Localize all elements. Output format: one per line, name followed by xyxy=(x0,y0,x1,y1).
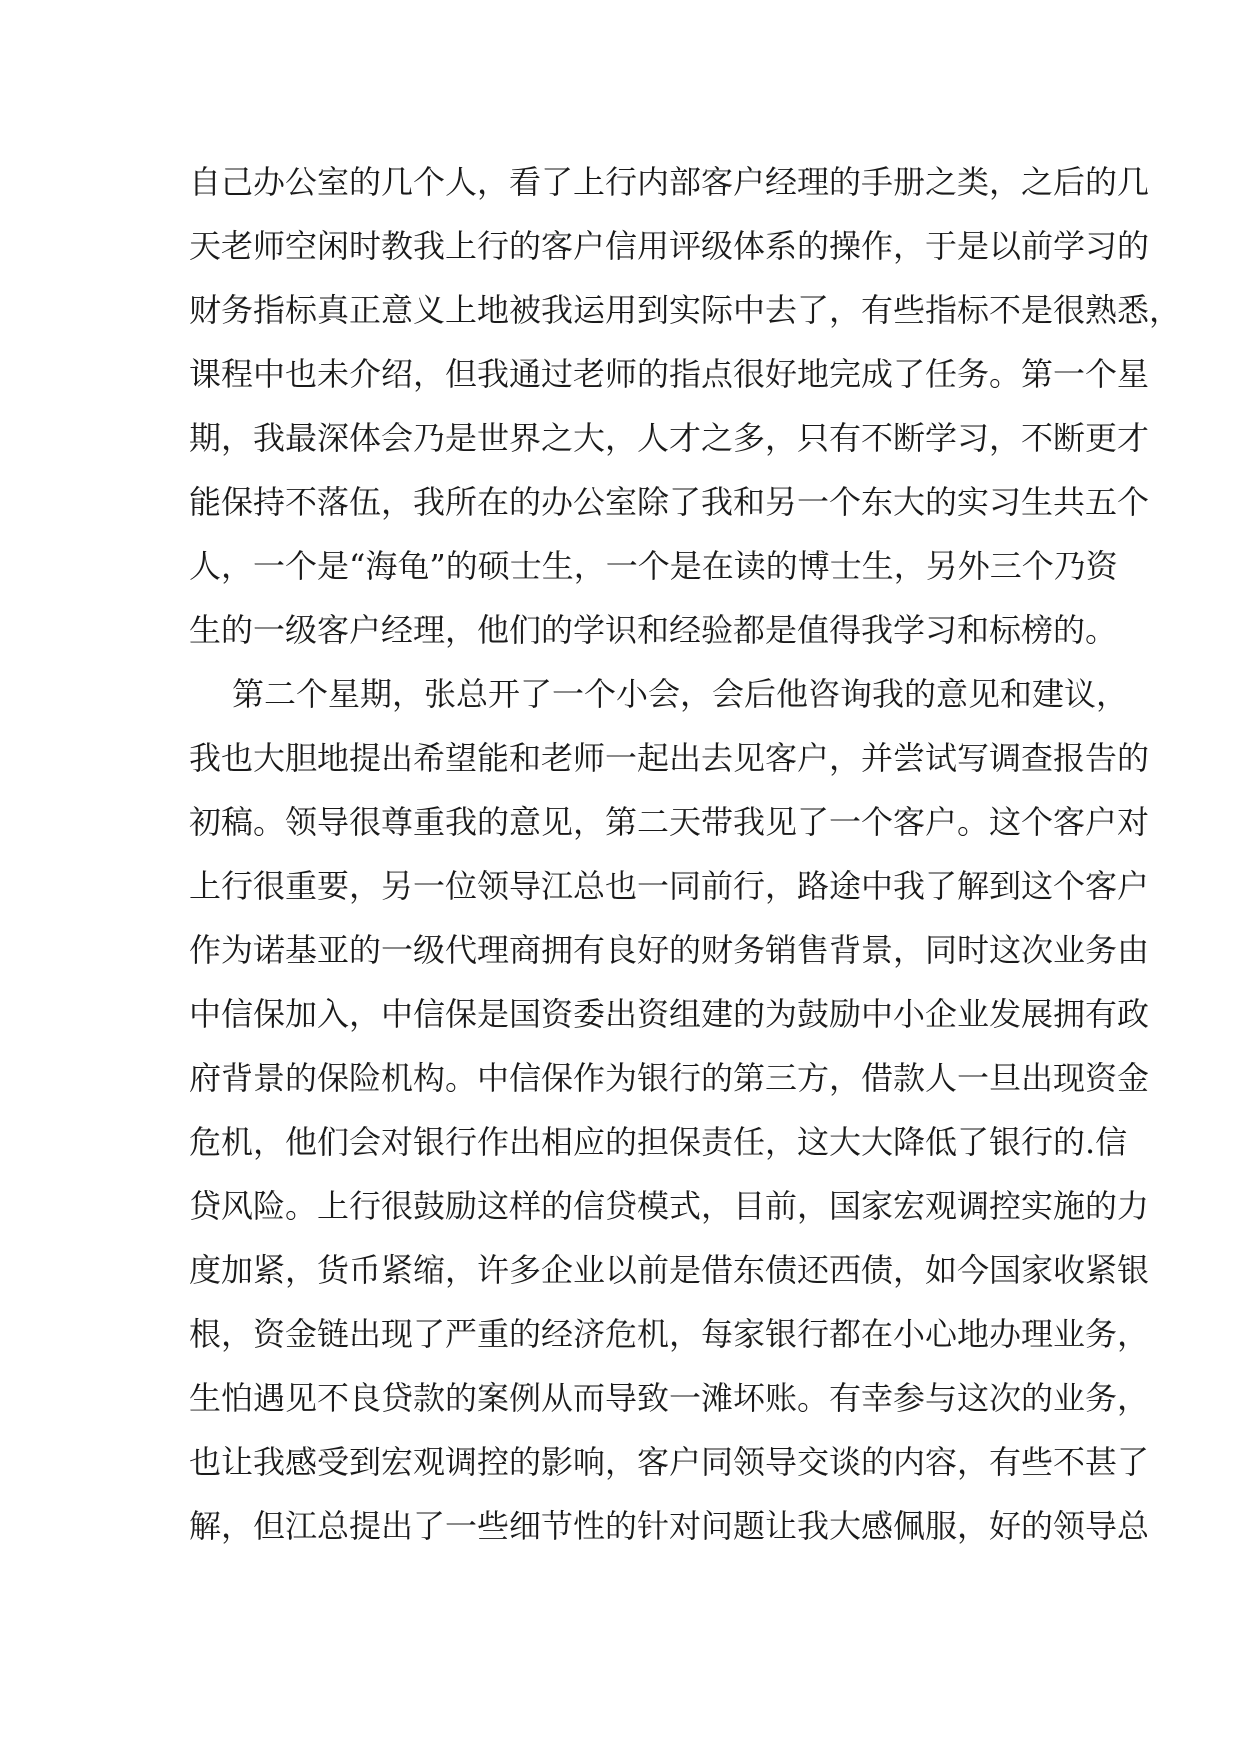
text-line: 我也大胆地提出希望能和老师一起出去见客户，并尝试写调查报告的 xyxy=(189,739,1150,777)
text-line: 财务指标真正意义上地被我运用到实际中去了，有些指标不是很熟悉， xyxy=(189,291,1182,329)
text-line: 也让我感受到宏观调控的影响，客户同领导交谈的内容，有些不甚了 xyxy=(189,1443,1150,1481)
text-line: 自己办公室的几个人，看了上行内部客户经理的手册之类，之后的几 xyxy=(189,163,1150,201)
text-line: 度加紧，货币紧缩，许多企业以前是借东债还西债，如今国家收紧银 xyxy=(189,1251,1150,1289)
document-page xyxy=(189,150,1182,1558)
text-line: 贷风险。上行很鼓励这样的信贷模式，目前，国家宏观调控实施的力 xyxy=(189,1187,1150,1225)
text-line: 上行很重要，另一位领导江总也一同前行，路途中我了解到这个客户 xyxy=(189,867,1150,905)
text-line: 解，但江总提出了一些细节性的针对问题让我大感佩服，好的领导总 xyxy=(189,1507,1150,1545)
paragraph-2 xyxy=(189,662,1150,1558)
text-line: 第二个星期，张总开了一个小会，会后他咨询我的意见和建议， xyxy=(232,675,1129,713)
text-line: 天老师空闲时教我上行的客户信用评级体系的操作，于是以前学习的 xyxy=(189,227,1150,265)
text-line: 中信保加入，中信保是国资委出资组建的为鼓励中小企业发展拥有政 xyxy=(189,995,1150,1033)
text-line: 期，我最深体会乃是世界之大，人才之多，只有不断学习，不断更才 xyxy=(189,419,1150,457)
text-line: 危机，他们会对银行作出相应的担保责任，这大大降低了银行的.信 xyxy=(189,1123,1128,1161)
text-line: 生的一级客户经理，他们的学识和经验都是值得我学习和标榜的。 xyxy=(189,611,1118,649)
text-line: 生怕遇见不良贷款的案例从而导致一滩坏账。有幸参与这次的业务， xyxy=(189,1379,1150,1417)
text-line: 作为诺基亚的一级代理商拥有良好的财务销售背景，同时这次业务由 xyxy=(189,931,1150,969)
text-line: 人，一个是“海龟”的硕士生，一个是在读的博士生，另外三个乃资 xyxy=(189,547,1118,585)
text-line: 府背景的保险机构。中信保作为银行的第三方，借款人一旦出现资金 xyxy=(189,1059,1150,1097)
text-line: 课程中也未介绍，但我通过老师的指点很好地完成了任务。第一个星 xyxy=(189,355,1150,393)
text-line: 初稿。领导很尊重我的意见，第二天带我见了一个客户。这个客户对 xyxy=(189,803,1150,841)
text-line: 根，资金链出现了严重的经济危机，每家银行都在小心地办理业务， xyxy=(189,1315,1150,1353)
paragraph-1 xyxy=(189,150,1182,662)
text-line: 能保持不落伍，我所在的办公室除了我和另一个东大的实习生共五个 xyxy=(189,483,1150,521)
